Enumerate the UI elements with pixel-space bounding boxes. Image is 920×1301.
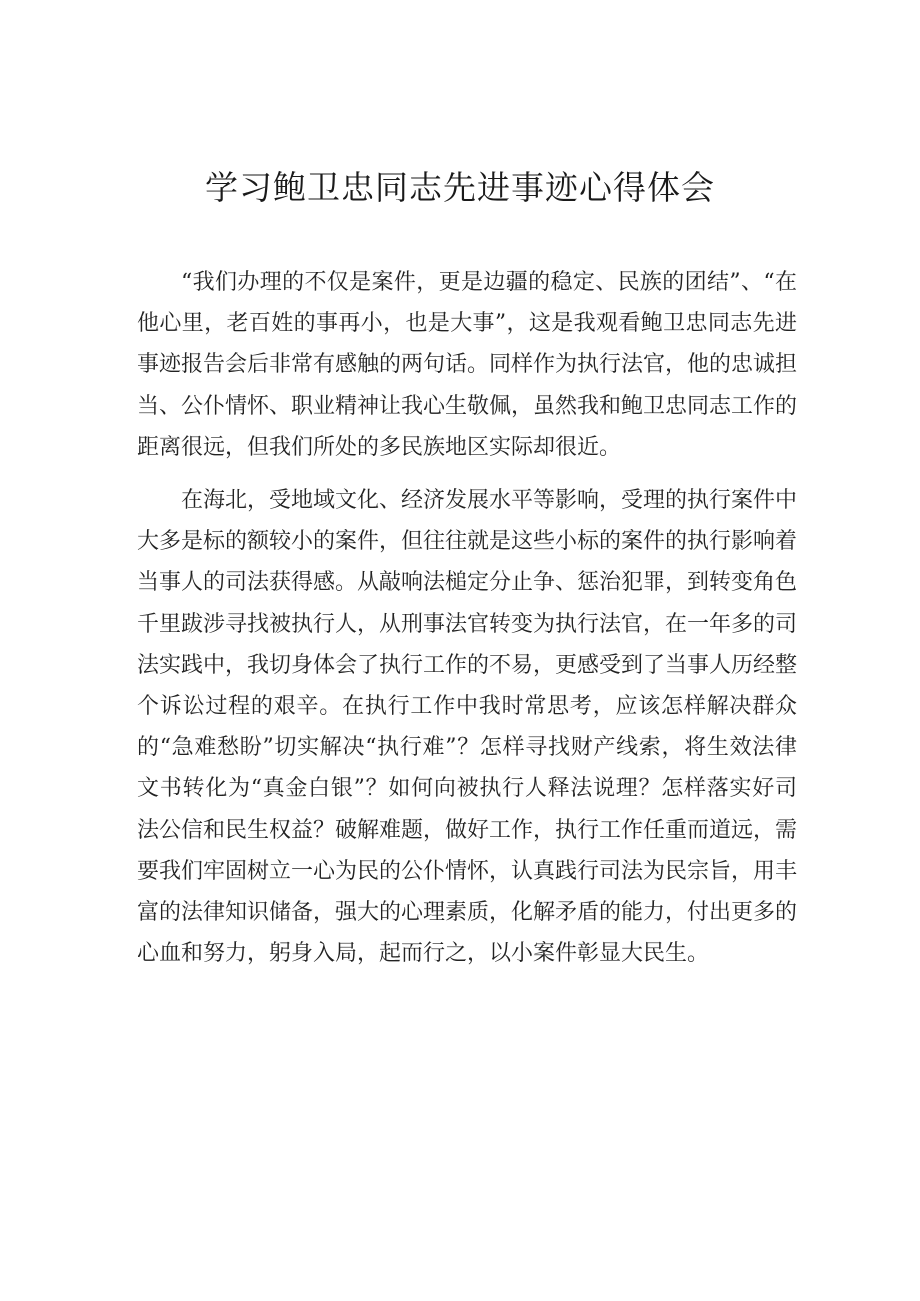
document-title: 学习鲍卫忠同志先进事迹心得体会 <box>205 168 715 207</box>
document-body <box>137 262 797 986</box>
paragraph-2: 在海北，受地域文化、经济发展水平等影响，受理的执行案件中大多是标的额较小的案件，但往往就是这些小标的案件的执行影响着当事人的司法获得感。从敲响法槌定分止争、惩治犯罪，到转变角色千里跋涉寻找被执行人，从刑事法官转变为执行法官，在一年多的司法实践中，我切身体会了执行工作的不易，更感受到了当事人历经整个诉讼过程的艰辛。在执行工作中我时常思考，应该怎样解决群众的“急难愁盼”切实解决“执行难”？怎样寻找财产线索，将生效法律文书转化为“真金白银”？如何向被执行人释法说理？怎样落实好司法公信和民生权益？破解难题，做好工作，执行工作任重而道远，需要我们牢固树立一心为民的公仆情怀，认真践行司法为民宗旨，用丰富的法律知识储备，强大的心理素质，化解矛盾的能力，付出更多的心血和努力，躬身入局，起而行之，以小案件彰显大民生。 <box>137 488 798 967</box>
paragraph-1: “我们办理的不仅是案件，更是边疆的稳定、民族的团结”、“在他心里，老百姓的事再小，也是大事”，这是我观看鲍卫忠同志先进事迹报告会后非常有感触的两句话。同样作为执行法官，他的忠诚担当、公仆情怀、职业精神让我心生敬佩，虽然我和鲍卫忠同志工作的距离很远，但我们所处的多民族地区实际却很近。 <box>137 270 798 460</box>
